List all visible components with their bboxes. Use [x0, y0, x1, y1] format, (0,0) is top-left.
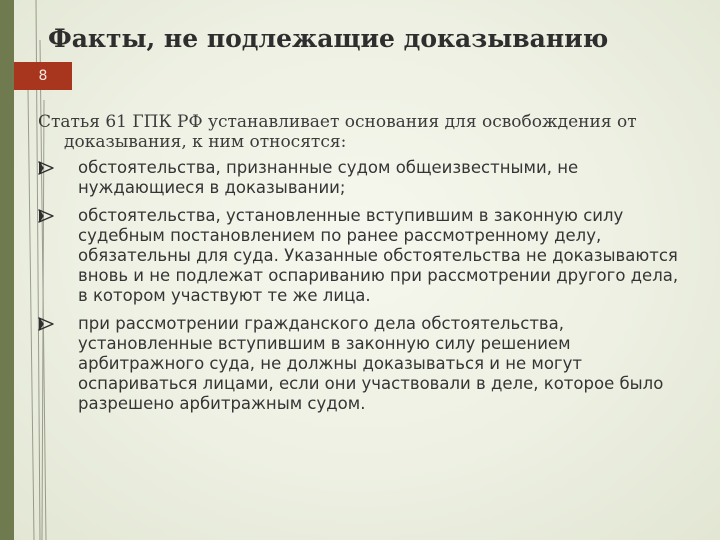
- list-item-text: обстоятельства, установленные вступившим в законную силу судебным постановлением по ранее рассмотренному делу, обязательны для суда. Указанные обстоятельства не доказываются вновь и не подлежат оспариванию при рассмотрении другого дела, в котором участвуют те же лица.: [78, 206, 679, 305]
- arrowhead-bullet-icon: [38, 208, 54, 224]
- slide-content: [38, 112, 688, 422]
- facts-list: [38, 158, 688, 414]
- list-item-text: обстоятельства, признанные судом общеизвестными, не нуждающиеся в доказывании;: [78, 158, 579, 197]
- list-item: [38, 206, 688, 306]
- list-item: [38, 158, 688, 198]
- intro-line-1: Статья 61 ГПК РФ устанавливает основания для освобождения от: [38, 112, 637, 132]
- intro-line-2: доказывания, к ним относятся:: [64, 132, 347, 152]
- intro-paragraph: [38, 112, 688, 152]
- slide-number-badge: 8: [14, 62, 72, 90]
- left-accent-strip: [0, 0, 14, 540]
- arrowhead-bullet-icon: [38, 316, 54, 332]
- list-item-text: при рассмотрении гражданского дела обстоятельства, установленные вступившим в законную силу решением арбитражного суда, не должны доказываться и не могут оспариваться лицами, если они участвовали в деле, которое было разрешено арбитражным судом.: [78, 314, 664, 413]
- slide-title: Факты, не подлежащие доказыванию: [48, 24, 609, 53]
- arrowhead-bullet-icon: [38, 160, 54, 176]
- list-item: [38, 314, 688, 414]
